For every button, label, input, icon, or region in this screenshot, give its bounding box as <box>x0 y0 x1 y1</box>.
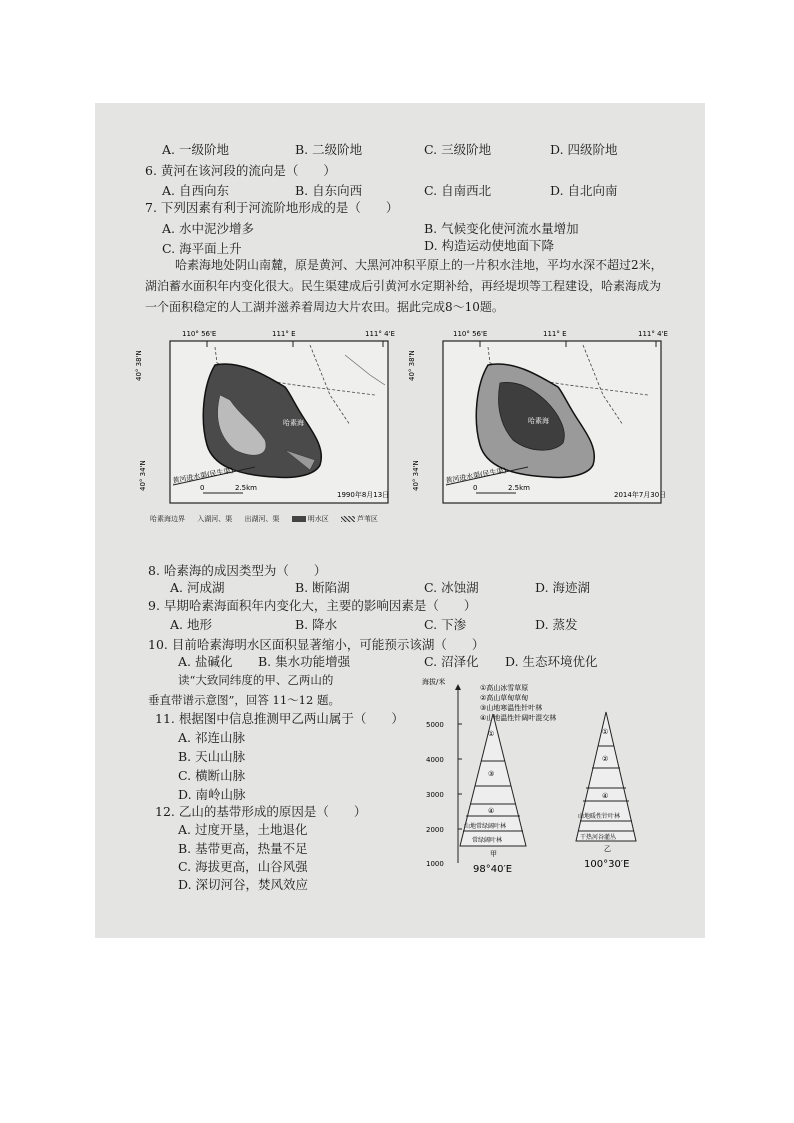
map1-lon-2: 111° E <box>272 330 296 338</box>
q10-stem: 10. 目前哈素海明水区面积显著缩小，可能预示该湖（ ） <box>148 637 485 652</box>
q7-option-d: D. 构造运动使地面下降 <box>424 238 555 253</box>
map2-date: 2014年7月30日 <box>614 491 667 499</box>
map2-lat-1: 40° 38'N <box>408 350 416 381</box>
map1-lat-1: 40° 38'N <box>135 350 143 381</box>
svg-text:③: ③ <box>488 770 495 778</box>
q6-option-a: A. 自西向东 <box>162 183 229 198</box>
q11-option-c: C. 横断山脉 <box>178 768 246 783</box>
map2-canal-label: 黄河进水渠(民生渠) <box>444 466 507 485</box>
q5-option-b: B. 二级阶地 <box>295 142 363 157</box>
yi-zone-1: 山地暖性针叶林 <box>578 813 621 820</box>
q8-option-d: D. 海迹湖 <box>535 580 591 595</box>
map2-lon-3: 111° 4'E <box>638 330 668 338</box>
zonation-legend <box>480 683 556 722</box>
q9-option-a: A. 地形 <box>170 617 212 632</box>
map2-lon-2: 111° E <box>543 330 567 338</box>
map1-canal-label: 黄河进水渠(民生渠) <box>171 466 234 485</box>
legend-inflow: 入湖河、渠 <box>197 515 233 523</box>
svg-text:②高山草甸草甸: ②高山草甸草甸 <box>480 694 529 702</box>
q8-option-c: C. 冰蚀湖 <box>424 580 479 595</box>
q10-option-c: C. 沼泽化 <box>424 654 479 669</box>
q8-stem: 8. 哈素海的成因类型为（ ） <box>148 563 327 578</box>
q11-stem: 11. 根据图中信息推测甲乙两山属于（ ） <box>155 711 404 726</box>
q9-stem: 9. 早期哈素海面积年内变化大，主要的影响因素是（ ） <box>148 598 477 613</box>
tick-5000: 5000 <box>426 721 444 729</box>
map1-lake-label: 哈素海 <box>283 419 304 427</box>
mountain-jia-label: 甲 <box>490 850 497 858</box>
svg-text:①高山冰雪草原: ①高山冰雪草原 <box>480 684 529 692</box>
mountain-yi-label: 乙 <box>604 845 611 853</box>
q8-option-a: A. 河成湖 <box>170 580 225 595</box>
q11-intro-2: 垂直带谱示意图”，回答 11～12 题。 <box>148 693 340 707</box>
map2-lat-2: 40° 34'N <box>412 460 420 491</box>
map1-date: 1990年8月13日 <box>337 491 390 499</box>
q10-option-a: A. 盐碱化 <box>178 654 233 669</box>
q12-option-c: C. 海拔更高，山谷风强 <box>178 859 308 874</box>
yi-zone-2: 干热河谷灌丛 <box>580 834 617 841</box>
q10-option-b: B. 集水功能增强 <box>258 654 351 669</box>
svg-text:③山地寒温性针叶林: ③山地寒温性针叶林 <box>480 704 543 712</box>
q7-stem: 7. 下列因素有利于河流阶地形成的是（ ） <box>145 200 399 215</box>
svg-text:④山地温性针阔叶混交林: ④山地温性针阔叶混交林 <box>480 714 557 722</box>
svg-text:④: ④ <box>602 792 609 800</box>
map2-scale: 2.5km <box>508 484 531 492</box>
q5-option-c: C. 三级阶地 <box>424 142 492 157</box>
map-2014 <box>408 325 668 510</box>
map2-lake-label: 哈素海 <box>528 417 549 425</box>
tick-3000: 3000 <box>426 791 444 799</box>
mountain-yi-lon: 100°30′E <box>584 859 630 870</box>
legend-open-water: 明水区 <box>292 515 329 523</box>
svg-text:④: ④ <box>488 807 495 815</box>
q11-intro-1: 读“大致同纬度的甲、乙两山的 <box>178 673 334 687</box>
vertical-zonation-diagram <box>418 676 678 876</box>
svg-text:①: ① <box>602 728 609 736</box>
legend-reed: 芦苇区 <box>341 515 378 523</box>
tick-4000: 4000 <box>426 756 444 764</box>
q6-option-c: C. 自南西北 <box>424 183 492 198</box>
q5-option-a: A. 一级阶地 <box>162 142 229 157</box>
y-axis-label: 海拔/米 <box>422 678 446 686</box>
q12-stem: 12. 乙山的基带形成的原因是（ ） <box>155 804 367 819</box>
y-ticks <box>426 721 462 868</box>
q10-option-d: D. 生态环境优化 <box>505 654 598 669</box>
map1-lon-1: 110° 56'E <box>182 330 217 338</box>
map2-scale-zero: 0 <box>473 484 478 492</box>
q9-option-d: D. 蒸发 <box>535 617 578 632</box>
map1-scale: 2.5km <box>235 484 258 492</box>
passage-hasuhai: 哈素海地处阴山南麓，原是黄河、大黑河冲积平原上的一片积水洼地，平均水深不超过2米，湖泊蓄水面积年内变化很大。民生渠建成后引黄河水定期补给，再经堤坝等工程建设，哈素海成为一个面积稳定的人工湖并滋养着周边大片农田。据此完成8～10题。 <box>145 258 663 314</box>
svg-text:①: ① <box>488 730 495 738</box>
q12-option-a: A. 过度开垦，土地退化 <box>178 822 308 837</box>
q11-option-b: B. 天山山脉 <box>178 749 246 764</box>
legend-outflow: 出湖河、渠 <box>244 515 280 523</box>
map-1990 <box>135 325 395 510</box>
q7-option-b: B. 气候变化使河流水量增加 <box>424 221 579 236</box>
q6-stem: 6. 黄河在该河段的流向是（ ） <box>145 163 336 178</box>
q12-option-d: D. 深切河谷，焚风效应 <box>178 877 309 892</box>
map2-lon-1: 110° 56'E <box>453 330 488 338</box>
q6-option-d: D. 自北向南 <box>550 183 618 198</box>
q5-option-d: D. 四级阶地 <box>550 142 618 157</box>
legend-boundary: 哈素海边界 <box>150 515 185 523</box>
map1-scale-zero: 0 <box>200 484 205 492</box>
q6-option-b: B. 自东向西 <box>295 183 363 198</box>
q9-option-b: B. 降水 <box>295 617 338 632</box>
tick-1000: 1000 <box>426 860 444 868</box>
jia-zone-2: 常绿阔叶林 <box>472 837 503 844</box>
q11-option-d: D. 南岭山脉 <box>178 787 246 802</box>
map1-lon-3: 111° 4'E <box>365 330 395 338</box>
mountain-jia-lon: 98°40′E <box>473 864 513 875</box>
q12-option-b: B. 基带更高，热量不足 <box>178 841 308 856</box>
map1-lat-2: 40° 34'N <box>139 460 147 491</box>
q9-option-c: C. 下渗 <box>424 617 467 632</box>
q7-option-c: C. 海平面上升 <box>162 241 242 256</box>
q7-option-a: A. 水中泥沙增多 <box>162 221 254 236</box>
q8-option-b: B. 断陷湖 <box>295 580 350 595</box>
q11-option-a: A. 祁连山脉 <box>178 730 245 745</box>
svg-text:②: ② <box>602 755 609 763</box>
tick-2000: 2000 <box>426 826 444 834</box>
jia-zone-1: 山地常绿阔叶林 <box>464 823 507 830</box>
map-legend <box>150 514 388 524</box>
